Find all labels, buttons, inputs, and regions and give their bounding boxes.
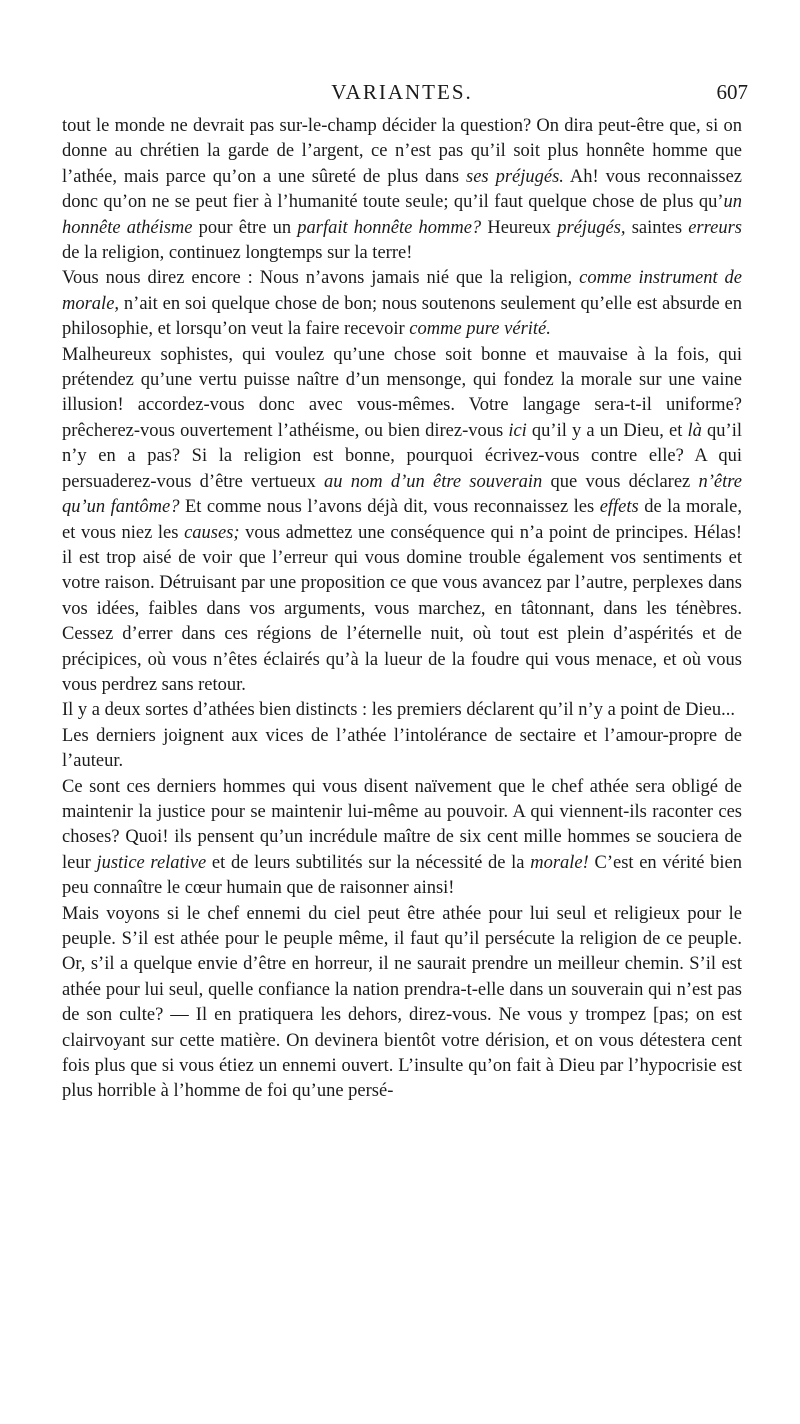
text-run: Ce sont ces derniers hommes qui vous disent naïvement que le chef athée sera obligé de maintenir la justice pour se maintenir lui-même au pouvoir. A qui viennent-ils raconter ces choses? Quoi! ils pensent qu’un incrédule maître de six cent mille hommes se souciera de leur bbox=[62, 776, 742, 873]
text-run: que vous déclarez bbox=[542, 471, 699, 492]
paragraph bbox=[62, 724, 742, 775]
text-run: Malheureux sophistes, qui voulez qu’une chose soit bonne et mauvaise à la fois, qui prétendez qu’une vertu puisse naître d’un mensonge, qui fondez la morale sur une vaine illusion! accordez-vous donc avec vous-mêmes. Votre langage sera-t-il uniforme? prêcherez-vous ouvertement l’athéisme, ou bien direz-vous bbox=[62, 344, 742, 441]
italic-text: comme instrument de morale, bbox=[62, 268, 742, 314]
text-run: de la morale, et vous niez les bbox=[62, 497, 743, 543]
paragraph bbox=[62, 343, 742, 699]
running-title: VARIANTES. bbox=[331, 80, 473, 104]
page-number: 607 bbox=[716, 80, 748, 104]
text-run: Vous nous direz encore : Nous n’avons jamais nié que la religion, bbox=[62, 268, 580, 289]
text-run: pour être un bbox=[192, 217, 298, 238]
text-run: et de leurs subtilités sur la nécessité de la bbox=[206, 852, 531, 873]
italic-text: comme pure vérité. bbox=[409, 319, 551, 340]
body-text bbox=[62, 114, 742, 1105]
italic-text: effets bbox=[599, 497, 639, 518]
italic-text: n’être qu’un fantôme? bbox=[62, 471, 742, 518]
italic-text: ici bbox=[508, 420, 527, 441]
text-run: Et comme nous l’avons déjà dit, vous reconnaissez les bbox=[179, 497, 600, 518]
italic-text: justice relative bbox=[96, 852, 207, 873]
paragraph bbox=[62, 114, 742, 266]
italic-text: parfait honnête homme? bbox=[297, 217, 482, 238]
text-run: qu’il y a un Dieu, et bbox=[526, 420, 688, 441]
italic-text: préjugés, bbox=[557, 217, 626, 238]
italic-text: là bbox=[687, 420, 702, 441]
text-run: saintes bbox=[625, 217, 689, 238]
page-header bbox=[62, 80, 748, 114]
paragraph bbox=[62, 775, 742, 902]
italic-text: morale! bbox=[530, 852, 589, 873]
paragraph bbox=[62, 266, 742, 342]
italic-text: un honnête athéisme bbox=[62, 192, 742, 238]
text-run: Il y a deux sortes d’athées bien distincts : les premiers déclarent qu’il n’y a point de Dieu... bbox=[62, 700, 736, 721]
text-run: Heureux bbox=[481, 217, 558, 238]
text-run: C’est en vérité bien peu connaître le cœur humain que de raisonner ainsi! bbox=[62, 852, 743, 899]
italic-text: au nom d’un être souverain bbox=[324, 471, 543, 492]
paragraph bbox=[62, 698, 742, 723]
text-run: Ah! vous reconnaissez donc qu’on ne se peut fier à l’humanité toute seule; qu’il faut quelque chose de plus qu’ bbox=[62, 166, 742, 213]
text-run: Mais voyons si le chef ennemi du ciel peut être athée pour lui seul et religieux pour le peuple. S’il est athée pour le peuple même, il faut qu’il persécute la religion de ce peuple. Or, s’il a quelque envie d’être en horreur, il ne saurait prendre un meilleur chemin. S’il est athée pour lui seul, quelle confiance la nation prendra-t-elle dans un souverain qui n’est pas de son culte? — Il en pratiquera les dehors, direz-vous. Ne vous y trompez [pas; on est clairvoyant sur cette matière. On devinera bientôt votre dérision, et on vous détestera cent fois plus que si vous étiez un ennemi ouvert. L’insulte qu’on fait à Dieu par l’hypocrisie est plus horrible à l’homme de foi qu’une persé- bbox=[62, 903, 742, 1102]
text-run: de la religion, continuez longtemps sur la terre! bbox=[62, 243, 413, 264]
italic-text: ses préjugés. bbox=[466, 166, 564, 187]
text-run: qu’il n’y en a pas? Si la religion est bonne, pourquoi écrivez-vous contre elle? A qui persuaderez-vous d’être vertueux bbox=[62, 420, 742, 492]
text-run: n’ait en soi quelque chose de bon; nous soutenons seulement qu’elle est absurde en philosophie, et lorsqu’on veut la faire recevoir bbox=[62, 293, 742, 340]
italic-text: erreurs bbox=[688, 217, 743, 238]
book-page bbox=[62, 80, 748, 1105]
text-run: tout le monde ne devrait pas sur-le-champ décider la question? On dira peut-être que, si on donne au chrétien la garde de l’argent, ce n’est pas qu’il soit plus honnête homme que l’athée, mais parce qu’on a une sûreté de plus dans bbox=[62, 116, 742, 187]
italic-text: causes; bbox=[184, 522, 240, 543]
paragraph bbox=[62, 902, 742, 1105]
text-run: vous admettez une conséquence qui n’a point de principes. Hélas! il est trop aisé de voir que l’erreur qui vous domine trouble également vos sentiments et votre raison. Détruisant par une proposition ce que vous avancez par l’autre, perplexes dans vos idées, faibles dans vos arguments, vous marchez, en tâtonnant, dans les ténèbres. Cessez d’errer dans ces régions de l’éternelle nuit, où tout est plein d’aspérités et de précipices, où vous n’êtes éclairés qu’à la lueur de la foudre qui vous menace, et où vous vous perdrez sans retour. bbox=[62, 522, 742, 695]
text-run: Les derniers joignent aux vices de l’athée l’intolérance de sectaire et l’amour-propre de l’auteur. bbox=[62, 725, 742, 772]
